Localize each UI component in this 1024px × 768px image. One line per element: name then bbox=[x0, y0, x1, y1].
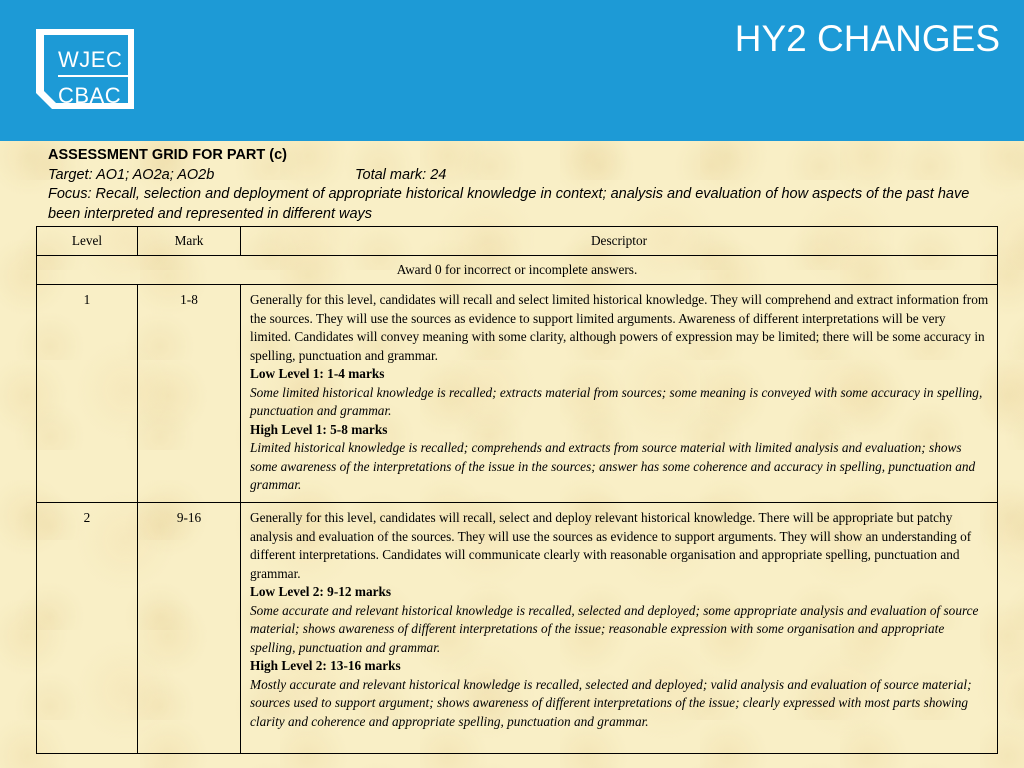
mark-cell: 1-8 bbox=[138, 285, 241, 503]
level-cell: 2 bbox=[37, 503, 138, 754]
wjec-cbac-logo bbox=[36, 29, 134, 109]
award-zero-text: Award 0 for incorrect or incomplete answers. bbox=[37, 256, 998, 285]
target-row bbox=[48, 166, 998, 186]
descriptor-cell bbox=[241, 503, 998, 754]
descriptor-header: Descriptor bbox=[241, 227, 998, 256]
grid-intro bbox=[48, 146, 998, 224]
mark-cell: 9-16 bbox=[138, 503, 241, 754]
high-level-text: Mostly accurate and relevant historical knowledge is recalled, selected and deployed; valid analysis and evaluation of source material; sources used to support argument; shows awareness of different interpretations of the issue; clearly expressed with most parts showing clarity and coherence and appropriate spelling, punctuation and grammar. bbox=[250, 676, 972, 729]
level-header: Level bbox=[37, 227, 138, 256]
target-text: Target: AO1; AO2a; AO2b bbox=[48, 166, 215, 183]
logo-divider bbox=[58, 75, 132, 77]
assessment-grid bbox=[36, 226, 998, 754]
general-descriptor: Generally for this level, candidates will recall, select and deploy relevant historical knowledge. There will be appropriate but patchy analysis and evaluation of the sources. They will use the sources as evidence to support arguments. They will show an understanding of different interpretations. Candidates will communicate clearly with reasonable organisation and appropriate spelling, punctuation and grammar. bbox=[250, 510, 972, 581]
table-row bbox=[37, 503, 998, 754]
low-level-heading: Low Level 2: 9-12 marks bbox=[250, 584, 392, 599]
high-level-text: Limited historical knowledge is recalled; comprehends and extracts from source material with limited analysis and evaluation; shows some awareness of the interpretations of the issue in the sources; answer has some coherence and accuracy in spelling, punctuation and grammar. bbox=[250, 440, 976, 492]
logo-line-2: CBAC bbox=[58, 83, 122, 108]
focus-text: Focus: Recall, selection and deployment of appropriate historical knowledge in context; analysis and evaluation of how aspects of the past have been interpreted and represented in different ways bbox=[48, 186, 970, 222]
high-level-heading: High Level 2: 13-16 marks bbox=[250, 658, 401, 673]
low-level-text: Some limited historical knowledge is recalled; extracts material from sources; some meaning is conveyed with some accuracy in spelling, punctuation and grammar. bbox=[250, 384, 983, 418]
high-level-heading: High Level 1: 5-8 marks bbox=[250, 421, 388, 437]
general-descriptor: Generally for this level, candidates will recall and select limited historical knowledge. They will comprehend and extract information from the sources. They will use the sources as evidence to support limited arguments. Awareness of different interpretations will be very limited. Candidates will convey meaning with some clarity, although powers of expression may be limited; there will be some accuracy in spelling, punctuation and grammar. bbox=[250, 292, 989, 363]
grid-heading: ASSESSMENT GRID FOR PART (c) bbox=[48, 147, 287, 163]
slide-title: HY2 CHANGES bbox=[734, 18, 1000, 59]
total-mark: Total mark: 24 bbox=[355, 166, 447, 183]
award-zero-row bbox=[37, 256, 998, 285]
low-level-text: Some accurate and relevant historical knowledge is recalled, selected and deployed; some appropriate analysis and evaluation of source material; shows awareness of different interpretations of the issue; reasonable expression with some organisation and appropriate spelling, punctuation and grammar. bbox=[250, 602, 979, 655]
logo-line-1: WJEC bbox=[58, 47, 123, 72]
low-level-heading: Low Level 1: 1-4 marks bbox=[250, 366, 385, 381]
header-row bbox=[37, 227, 998, 256]
table-row bbox=[37, 285, 998, 503]
descriptor-cell bbox=[241, 285, 998, 503]
header-band bbox=[0, 0, 1024, 141]
level-cell: 1 bbox=[37, 285, 138, 503]
mark-header: Mark bbox=[138, 227, 241, 256]
